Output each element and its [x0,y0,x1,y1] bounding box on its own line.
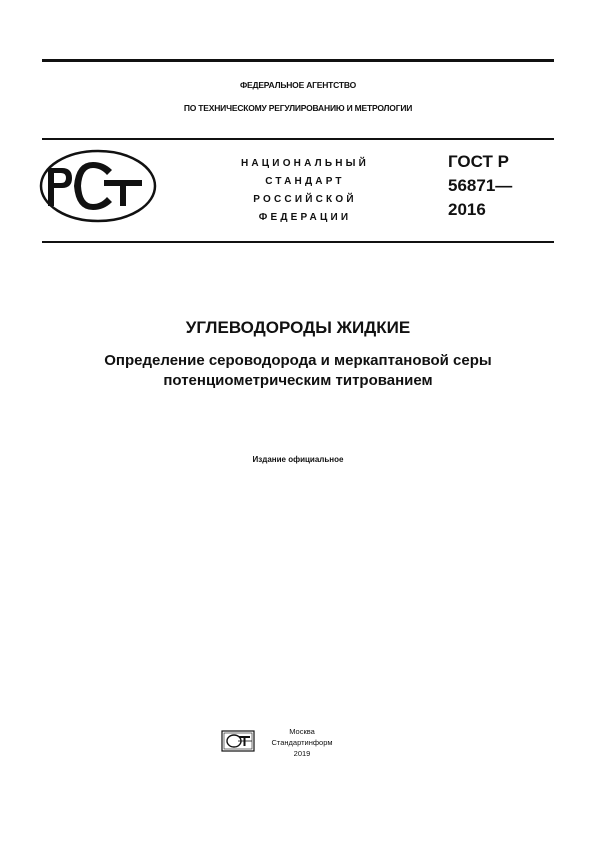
publisher-name: Стандартинформ [271,738,333,747]
edition-note: Издание официальное [252,455,344,464]
standard-designation [200,155,410,227]
publisher-city: Москва [289,727,315,736]
standartinform-logo-icon [221,730,255,752]
publisher-year: 2019 [293,749,311,758]
publisher-info [262,726,342,759]
top-rule [42,59,554,62]
gost-year: 2016 [448,200,486,219]
subtitle-line-2: потенциометрическим титрованием [163,372,433,389]
standard-line-1: НАЦИОНАЛЬНЫЙ [240,158,370,169]
gost-number-block [448,150,512,222]
gost-prefix: ГОСТ Р [448,152,509,171]
standard-line-2: СТАНДАРТ [265,176,345,187]
standard-line-4: ФЕДЕРАЦИИ [258,212,352,223]
document-title: УГЛЕВОДОРОДЫ ЖИДКИЕ [185,318,411,337]
middle-rule [42,138,554,140]
subtitle-line-1: Определение сероводорода и меркаптановой серы [104,352,492,369]
agency-name-line1: ФЕДЕРАЛЬНОЕ АГЕНТСТВО [239,80,357,90]
agency-name-line2: ПО ТЕХНИЧЕСКОМУ РЕГУЛИРОВАНИЮ И МЕТРОЛОГИИ [183,103,413,113]
document-subtitle [42,351,554,391]
standard-line-3: РОССИЙСКОЙ [253,194,357,205]
bottom-rule [42,241,554,243]
gost-number: 56871— [448,176,513,195]
rst-certification-mark-icon [38,148,158,224]
